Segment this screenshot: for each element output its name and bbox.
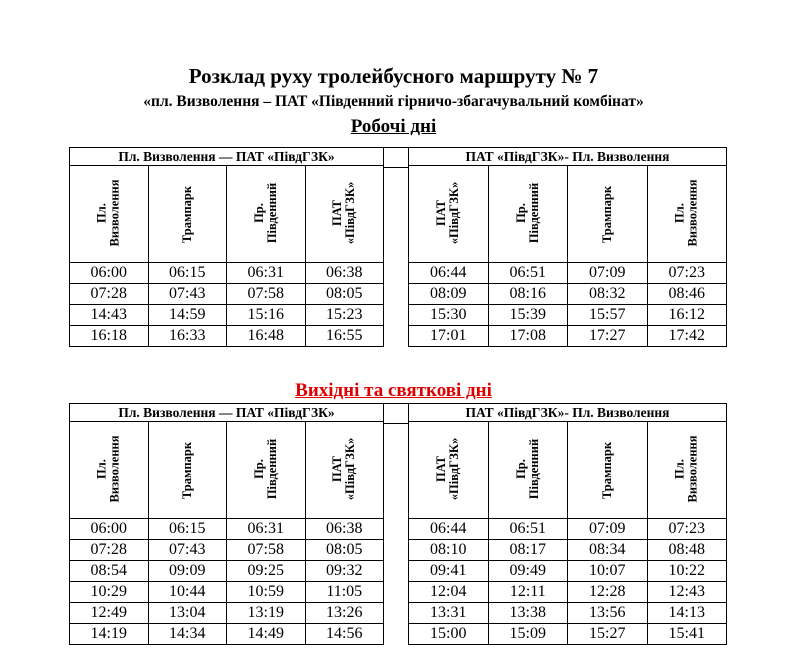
- stop-name-cell: [148, 422, 227, 519]
- table-row: [70, 284, 384, 305]
- stop-name-line: ПАТ: [434, 200, 449, 227]
- stop-name-line: Пл.: [94, 203, 109, 223]
- table-row: [70, 582, 384, 603]
- departure-time: 10:22: [647, 561, 727, 582]
- stop-name-line: Південний: [526, 438, 541, 500]
- stop-name-cell: [647, 166, 727, 263]
- stop-name-line: ПАТ: [330, 456, 345, 483]
- departure-time: 14:34: [148, 624, 227, 645]
- departure-time: 12:28: [568, 582, 648, 603]
- stop-name-line: Пр.: [513, 203, 528, 223]
- weekday-table-to-pivdgzk: [69, 147, 384, 347]
- direction-header-row: [70, 404, 384, 422]
- departure-time: 14:56: [305, 624, 384, 645]
- direction-header-row: [409, 404, 727, 422]
- stop-name-line: Південний: [264, 438, 279, 500]
- departure-time: 14:43: [70, 305, 149, 326]
- departure-time: 07:28: [70, 540, 149, 561]
- stop-name-line: «ПівдГЗК»: [447, 181, 462, 245]
- departure-time: 09:49: [488, 561, 568, 582]
- departure-time: 13:38: [488, 603, 568, 624]
- departure-time: 13:31: [409, 603, 489, 624]
- departure-time: 06:38: [305, 263, 384, 284]
- stop-name-line: ПАТ: [330, 200, 345, 227]
- departure-time: 15:27: [568, 624, 648, 645]
- departure-time: 13:56: [568, 603, 648, 624]
- departure-time: 16:48: [227, 326, 306, 347]
- departure-time: 11:05: [305, 582, 384, 603]
- departure-time: 08:05: [305, 284, 384, 305]
- table-row: [70, 624, 384, 645]
- departure-time: 08:54: [70, 561, 149, 582]
- stop-name-line: Визволення: [107, 435, 122, 503]
- departure-time: 14:13: [647, 603, 727, 624]
- stop-name-cell: [647, 422, 727, 519]
- departure-time: 10:29: [70, 582, 149, 603]
- departure-time: 17:08: [488, 326, 568, 347]
- table-row: [409, 582, 727, 603]
- stop-name: [515, 439, 541, 499]
- stop-name-line: ПАТ: [434, 456, 449, 483]
- stop-name-line: Трампарк: [599, 185, 614, 244]
- table-divider-weekdays: [384, 147, 408, 168]
- weekend-table-to-vyzvolennia: [408, 403, 727, 645]
- departure-time: 17:27: [568, 326, 648, 347]
- stop-name: [96, 435, 122, 502]
- departure-time: 08:32: [568, 284, 648, 305]
- departure-time: 06:38: [305, 519, 384, 540]
- direction-header-row: [409, 148, 727, 166]
- stop-name-line: Визволення: [685, 435, 700, 503]
- stop-name-line: «ПівдГЗК»: [343, 437, 358, 501]
- stops-header-row: [409, 422, 727, 519]
- departure-time: 06:44: [409, 519, 489, 540]
- departure-time: 08:09: [409, 284, 489, 305]
- table-row: [70, 561, 384, 582]
- stop-name-cell: [70, 422, 149, 519]
- departure-time: 09:25: [227, 561, 306, 582]
- table-divider-weekends: [384, 403, 408, 424]
- departure-time: 17:01: [409, 326, 489, 347]
- departure-time: 07:09: [568, 519, 648, 540]
- departure-time: 12:43: [647, 582, 727, 603]
- departure-time: 15:00: [409, 624, 489, 645]
- stop-name: [96, 179, 122, 246]
- departure-time: 07:58: [227, 284, 306, 305]
- stop-name-cell: [148, 166, 227, 263]
- stop-name-line: «ПівдГЗК»: [343, 181, 358, 245]
- departure-time: 06:44: [409, 263, 489, 284]
- table-row: [70, 603, 384, 624]
- stop-name-cell: [488, 422, 568, 519]
- departure-time: 06:51: [488, 519, 568, 540]
- stop-name-cell: [568, 422, 648, 519]
- departure-time: 06:00: [70, 519, 149, 540]
- stop-name-line: Пр.: [251, 203, 266, 223]
- stop-name-cell: [568, 166, 648, 263]
- departure-time: 08:48: [647, 540, 727, 561]
- departure-time: 16:55: [305, 326, 384, 347]
- stop-name-line: Південний: [264, 182, 279, 244]
- departure-time: 14:19: [70, 624, 149, 645]
- departure-time: 12:49: [70, 603, 149, 624]
- departure-time: 13:26: [305, 603, 384, 624]
- section-heading-weekdays: Робочі дні: [350, 116, 437, 137]
- weekend-table-to-pivdgzk: [69, 403, 384, 645]
- table-row: [409, 326, 727, 347]
- departure-time: 07:23: [647, 519, 727, 540]
- departure-time: 08:46: [647, 284, 727, 305]
- departure-time: 10:59: [227, 582, 306, 603]
- departure-time: 07:28: [70, 284, 149, 305]
- table-row: [409, 305, 727, 326]
- departure-time: 15:39: [488, 305, 568, 326]
- table-row: [409, 519, 727, 540]
- departure-time: 07:23: [647, 263, 727, 284]
- stop-name-line: «ПівдГЗК»: [447, 437, 462, 501]
- stop-name: [253, 439, 279, 499]
- stop-name: [181, 442, 194, 499]
- stop-name-cell: [227, 422, 306, 519]
- table-row: [409, 603, 727, 624]
- stop-name: [435, 182, 461, 244]
- table-row: [409, 624, 727, 645]
- stop-name-line: Пр.: [251, 459, 266, 479]
- departure-time: 07:58: [227, 540, 306, 561]
- stop-name-cell: [409, 422, 489, 519]
- departure-time: 06:00: [70, 263, 149, 284]
- direction-header: Пл. Визволення — ПАТ «ПівдГЗК»: [70, 404, 384, 422]
- departure-time: 06:31: [227, 263, 306, 284]
- stop-name-line: Визволення: [107, 179, 122, 247]
- departure-time: 07:43: [148, 540, 227, 561]
- stop-name-cell: [488, 166, 568, 263]
- table-row: [70, 305, 384, 326]
- table-row: [70, 263, 384, 284]
- stop-name-line: Пл.: [672, 203, 687, 223]
- departure-time: 15:30: [409, 305, 489, 326]
- departure-time: 09:09: [148, 561, 227, 582]
- table-row: [409, 540, 727, 561]
- stop-name-cell: [409, 166, 489, 263]
- section-heading-weekends: Вихідні та святкові дні: [295, 380, 492, 401]
- direction-header: ПАТ «ПівдГЗК»- Пл. Визволення: [409, 148, 727, 166]
- stop-name: [253, 183, 279, 243]
- departure-time: 07:09: [568, 263, 648, 284]
- departure-time: 15:23: [305, 305, 384, 326]
- table-row: [409, 263, 727, 284]
- departure-time: 08:17: [488, 540, 568, 561]
- departure-time: 15:41: [647, 624, 727, 645]
- stop-name: [674, 179, 700, 246]
- stop-name-line: Південний: [526, 182, 541, 244]
- stop-name-line: Трампарк: [599, 441, 614, 500]
- stop-name-line: Трампарк: [179, 185, 194, 244]
- direction-header: ПАТ «ПівдГЗК»- Пл. Визволення: [409, 404, 727, 422]
- departure-time: 13:19: [227, 603, 306, 624]
- departure-time: 06:31: [227, 519, 306, 540]
- departure-time: 14:59: [148, 305, 227, 326]
- weekday-table-to-vyzvolennia: [408, 147, 727, 347]
- stop-name: [674, 435, 700, 502]
- departure-time: 06:15: [148, 519, 227, 540]
- departure-time: 15:57: [568, 305, 648, 326]
- departure-time: 15:16: [227, 305, 306, 326]
- departure-time: 14:49: [227, 624, 306, 645]
- stop-name: [435, 438, 461, 500]
- stop-name-cell: [305, 166, 384, 263]
- departure-time: 12:04: [409, 582, 489, 603]
- departure-time: 16:12: [647, 305, 727, 326]
- table-row: [409, 561, 727, 582]
- departure-time: 06:51: [488, 263, 568, 284]
- departure-time: 16:18: [70, 326, 149, 347]
- departure-time: 09:32: [305, 561, 384, 582]
- document-title: Розклад руху тролейбусного маршруту № 7: [188, 64, 599, 88]
- stop-name-line: Пл.: [94, 459, 109, 479]
- departure-time: 15:09: [488, 624, 568, 645]
- stops-header-row: [70, 422, 384, 519]
- stop-name-line: Пл.: [672, 459, 687, 479]
- stop-name-cell: [305, 422, 384, 519]
- stop-name-cell: [227, 166, 306, 263]
- direction-header: Пл. Визволення — ПАТ «ПівдГЗК»: [70, 148, 384, 166]
- departure-time: 06:15: [148, 263, 227, 284]
- stop-name: [601, 186, 614, 243]
- departure-time: 08:10: [409, 540, 489, 561]
- table-row: [70, 519, 384, 540]
- stop-name: [331, 438, 357, 500]
- table-row: [409, 284, 727, 305]
- departure-time: 12:11: [488, 582, 568, 603]
- direction-header-row: [70, 148, 384, 166]
- departure-time: 10:07: [568, 561, 648, 582]
- stop-name-line: Трампарк: [179, 441, 194, 500]
- stop-name: [515, 183, 541, 243]
- departure-time: 13:04: [148, 603, 227, 624]
- stop-name: [181, 186, 194, 243]
- departure-time: 09:41: [409, 561, 489, 582]
- stop-name: [331, 182, 357, 244]
- departure-time: 07:43: [148, 284, 227, 305]
- table-row: [70, 540, 384, 561]
- stop-name-cell: [70, 166, 149, 263]
- stop-name-line: Пр.: [513, 459, 528, 479]
- departure-time: 17:42: [647, 326, 727, 347]
- stop-name-line: Визволення: [685, 179, 700, 247]
- departure-time: 16:33: [148, 326, 227, 347]
- table-row: [70, 326, 384, 347]
- stop-name: [601, 442, 614, 499]
- stops-header-row: [409, 166, 727, 263]
- departure-time: 08:05: [305, 540, 384, 561]
- stops-header-row: [70, 166, 384, 263]
- departure-time: 10:44: [148, 582, 227, 603]
- departure-time: 08:16: [488, 284, 568, 305]
- route-subtitle: «пл. Визволення – ПАТ «Південний гірничо-збагачувальний комбінат»: [143, 93, 644, 110]
- departure-time: 08:34: [568, 540, 648, 561]
